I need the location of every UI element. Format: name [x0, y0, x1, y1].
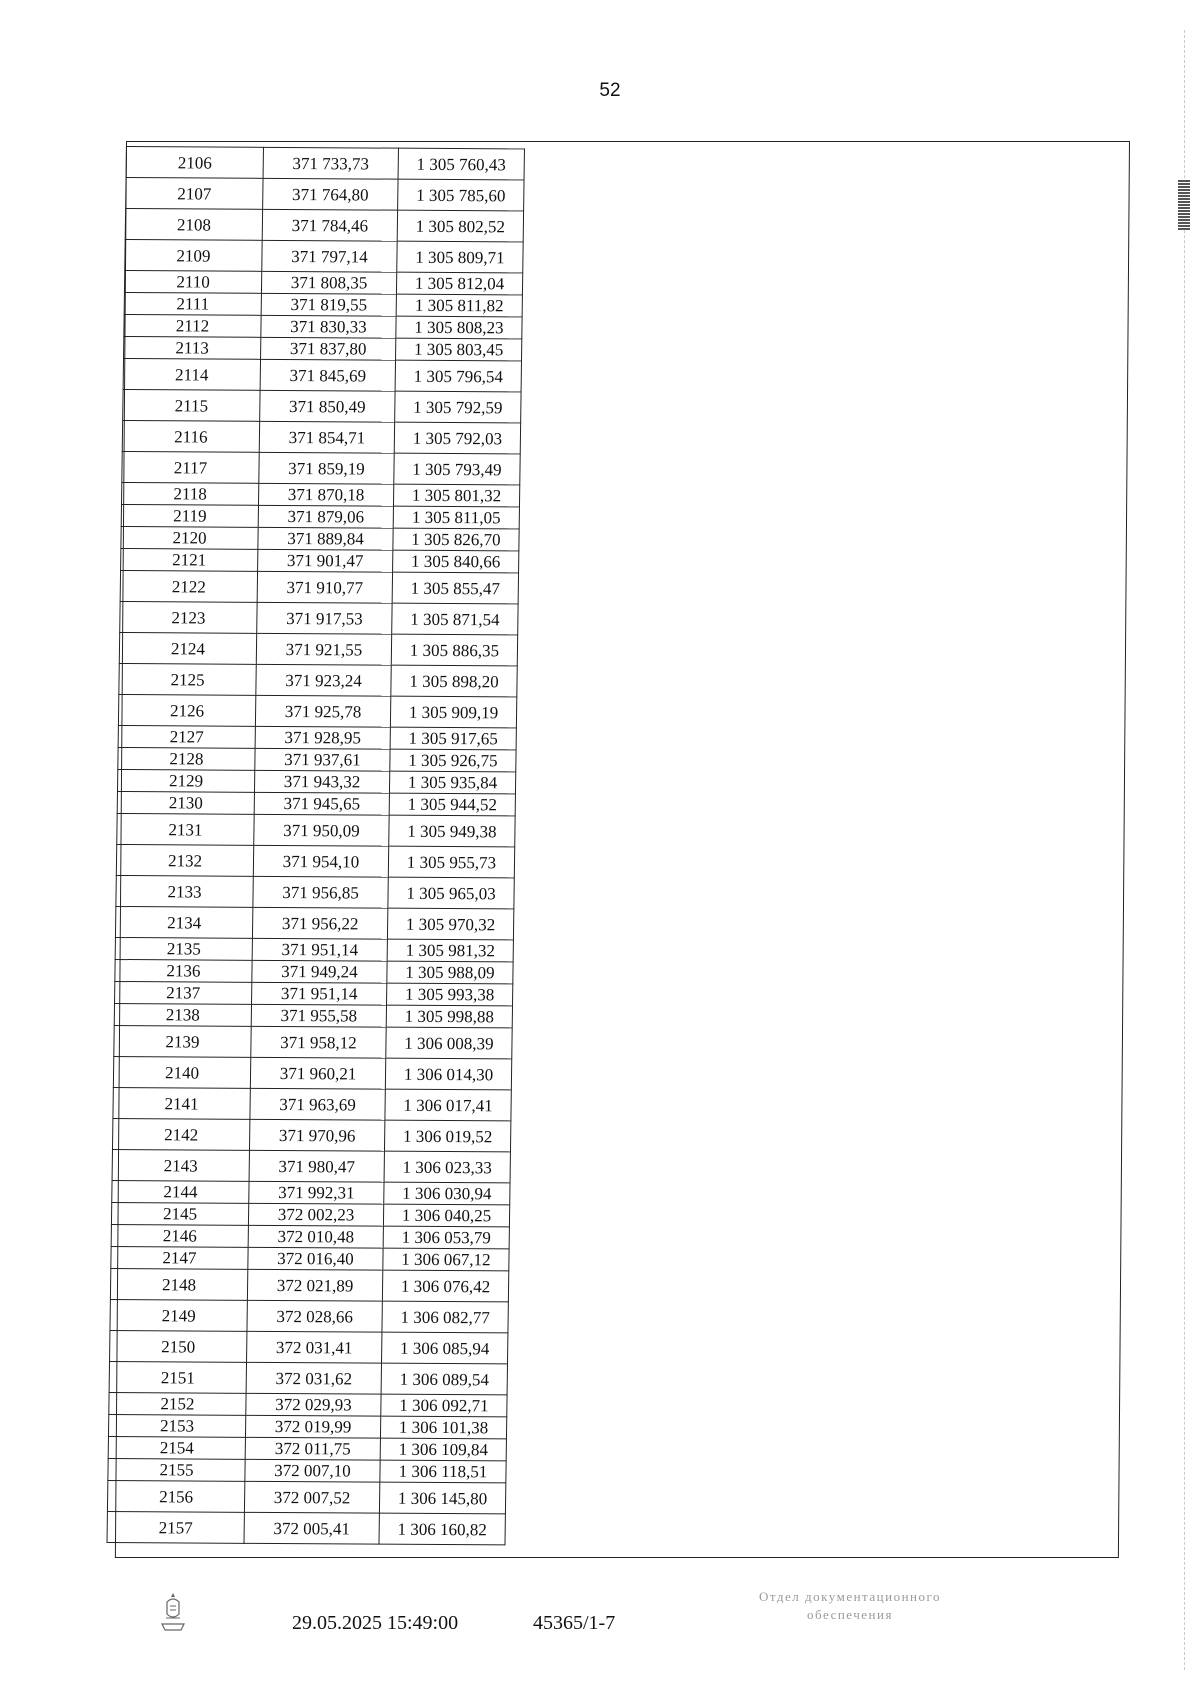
- x-coordinate-cell: 372 002,23: [248, 1203, 383, 1226]
- table-row: [118, 694, 516, 727]
- x-coordinate-cell: 372 019,99: [245, 1415, 380, 1438]
- point-number-cell: 2145: [111, 1202, 248, 1225]
- point-number-cell: 2120: [121, 526, 258, 549]
- y-coordinate-cell: 1 305 988,09: [387, 961, 513, 984]
- point-number-cell: 2157: [107, 1511, 244, 1543]
- y-coordinate-cell: 1 305 803,45: [396, 338, 522, 361]
- x-coordinate-cell: 372 021,89: [247, 1269, 382, 1301]
- point-number-cell: 2113: [124, 336, 261, 359]
- x-coordinate-cell: 371 925,78: [255, 695, 390, 727]
- y-coordinate-cell: 1 306 145,80: [379, 1482, 505, 1514]
- y-coordinate-cell: 1 306 030,94: [384, 1182, 510, 1205]
- point-number-cell: 2123: [120, 601, 257, 633]
- point-number-cell: 2151: [109, 1361, 246, 1393]
- y-coordinate-cell: 1 305 802,52: [397, 210, 523, 242]
- y-coordinate-cell: 1 305 909,19: [390, 696, 516, 728]
- y-coordinate-cell: 1 305 917,65: [390, 727, 516, 750]
- y-coordinate-cell: 1 305 811,05: [393, 506, 519, 529]
- y-coordinate-cell: 1 305 944,52: [389, 793, 515, 816]
- coordinates-table: [106, 146, 524, 1545]
- x-coordinate-cell: 371 980,47: [249, 1150, 384, 1182]
- x-coordinate-cell: 371 943,32: [254, 770, 389, 793]
- point-number-cell: 2132: [116, 844, 253, 876]
- table-row: [109, 1392, 507, 1416]
- table-row: [116, 875, 514, 908]
- point-number-cell: 2129: [117, 769, 254, 792]
- x-coordinate-cell: 371 797,14: [262, 240, 397, 272]
- table-row: [110, 1268, 508, 1301]
- y-coordinate-cell: 1 305 855,47: [392, 572, 518, 604]
- point-number-cell: 2112: [124, 314, 261, 337]
- x-coordinate-cell: 371 850,49: [260, 390, 395, 422]
- table-row: [124, 293, 522, 317]
- x-coordinate-cell: 371 910,77: [257, 571, 392, 603]
- margin-dashed-line: [1184, 30, 1185, 1670]
- point-number-cell: 2153: [108, 1414, 245, 1437]
- table-row: [107, 1480, 505, 1513]
- point-number-cell: 2106: [126, 147, 263, 179]
- y-coordinate-cell: 1 306 076,42: [382, 1270, 508, 1302]
- x-coordinate-cell: 371 870,18: [258, 483, 393, 506]
- x-coordinate-cell: 372 016,40: [248, 1247, 383, 1270]
- x-coordinate-cell: 371 733,73: [263, 147, 398, 179]
- table-row: [108, 1458, 506, 1482]
- x-coordinate-cell: 371 970,96: [249, 1119, 384, 1151]
- y-coordinate-cell: 1 305 871,54: [392, 603, 518, 635]
- y-coordinate-cell: 1 305 826,70: [393, 528, 519, 551]
- table-row: [121, 548, 519, 572]
- table-row: [110, 1330, 508, 1363]
- y-coordinate-cell: 1 305 785,60: [398, 179, 524, 211]
- footer-datetime: 29.05.2025 15:49:00: [292, 1612, 459, 1634]
- table-row: [114, 1003, 512, 1027]
- x-coordinate-cell: 371 955,58: [251, 1004, 386, 1027]
- x-coordinate-cell: 372 031,41: [247, 1331, 382, 1363]
- table-row: [110, 1299, 508, 1332]
- point-number-cell: 2143: [112, 1149, 249, 1181]
- x-coordinate-cell: 371 917,53: [257, 602, 392, 634]
- y-coordinate-cell: 1 305 760,43: [398, 148, 524, 180]
- point-number-cell: 2128: [118, 747, 255, 770]
- y-coordinate-cell: 1 305 949,38: [389, 815, 515, 847]
- y-coordinate-cell: 1 306 053,79: [383, 1226, 509, 1249]
- x-coordinate-cell: 371 921,55: [256, 633, 391, 665]
- table-row: [117, 813, 515, 846]
- table-row: [124, 336, 522, 360]
- point-number-cell: 2144: [112, 1180, 249, 1203]
- point-number-cell: 2119: [121, 504, 258, 527]
- y-coordinate-cell: 1 306 092,71: [381, 1394, 507, 1417]
- y-coordinate-cell: 1 306 017,41: [385, 1089, 511, 1121]
- x-coordinate-cell: 371 901,47: [258, 549, 393, 572]
- y-coordinate-cell: 1 305 793,49: [394, 453, 520, 485]
- point-number-cell: 2146: [111, 1224, 248, 1247]
- point-number-cell: 2124: [119, 632, 256, 664]
- x-coordinate-cell: 371 951,14: [252, 938, 387, 961]
- y-coordinate-cell: 1 305 809,71: [397, 241, 523, 273]
- x-coordinate-cell: 371 830,33: [261, 315, 396, 338]
- table-row: [108, 1436, 506, 1460]
- point-number-cell: 2141: [113, 1087, 250, 1119]
- y-coordinate-cell: 1 305 811,82: [396, 294, 522, 317]
- y-coordinate-cell: 1 305 792,59: [395, 391, 521, 423]
- point-number-cell: 2148: [110, 1268, 247, 1300]
- x-coordinate-cell: 371 819,55: [261, 293, 396, 316]
- table-row: [112, 1149, 510, 1182]
- x-coordinate-cell: 371 937,61: [255, 748, 390, 771]
- table-row: [118, 747, 516, 771]
- page-number: 52: [599, 80, 621, 101]
- x-coordinate-cell: 371 879,06: [258, 505, 393, 528]
- y-coordinate-cell: 1 306 101,38: [380, 1416, 506, 1439]
- point-number-cell: 2107: [126, 178, 263, 210]
- y-coordinate-cell: 1 305 898,20: [391, 665, 517, 697]
- point-number-cell: 2110: [124, 271, 261, 294]
- table-row: [120, 601, 518, 634]
- x-coordinate-cell: 372 011,75: [245, 1437, 380, 1460]
- x-coordinate-cell: 371 845,69: [260, 359, 395, 391]
- table-row: [115, 959, 513, 983]
- x-coordinate-cell: 372 007,52: [244, 1481, 379, 1513]
- y-coordinate-cell: 1 305 840,66: [393, 550, 519, 573]
- point-number-cell: 2136: [115, 959, 252, 982]
- table-row: [112, 1118, 510, 1151]
- y-coordinate-cell: 1 305 926,75: [390, 749, 516, 772]
- emblem-logo-icon: [158, 1590, 188, 1634]
- point-number-cell: 2108: [125, 209, 262, 241]
- point-number-cell: 2125: [119, 663, 256, 695]
- y-coordinate-cell: 1 305 886,35: [391, 634, 517, 666]
- table-row: [117, 769, 515, 793]
- y-coordinate-cell: 1 306 023,33: [384, 1151, 510, 1183]
- point-number-cell: 2118: [121, 482, 258, 505]
- x-coordinate-cell: 371 784,46: [262, 209, 397, 241]
- y-coordinate-cell: 1 306 067,12: [383, 1248, 509, 1271]
- y-coordinate-cell: 1 305 993,38: [387, 983, 513, 1006]
- table-row: [111, 1224, 509, 1248]
- table-row: [119, 632, 517, 665]
- y-coordinate-cell: 1 305 970,32: [387, 908, 513, 940]
- point-number-cell: 2142: [112, 1118, 249, 1150]
- point-number-cell: 2115: [123, 389, 260, 421]
- x-coordinate-cell: 372 010,48: [248, 1225, 383, 1248]
- point-number-cell: 2116: [122, 420, 259, 452]
- point-number-cell: 2117: [122, 451, 259, 483]
- y-coordinate-cell: 1 305 955,73: [388, 846, 514, 878]
- x-coordinate-cell: 372 005,41: [244, 1512, 379, 1544]
- x-coordinate-cell: 371 837,80: [261, 337, 396, 360]
- x-coordinate-cell: 371 963,69: [250, 1088, 385, 1120]
- point-number-cell: 2122: [120, 570, 257, 602]
- point-number-cell: 2138: [114, 1003, 251, 1026]
- y-coordinate-cell: 1 305 965,03: [388, 877, 514, 909]
- point-number-cell: 2133: [116, 875, 253, 907]
- point-number-cell: 2155: [108, 1458, 245, 1481]
- table-row: [126, 147, 524, 180]
- table-row: [115, 906, 513, 939]
- point-number-cell: 2140: [113, 1056, 250, 1088]
- table-row: [111, 1202, 509, 1226]
- y-coordinate-cell: 1 306 118,51: [380, 1460, 506, 1483]
- table-row: [123, 389, 521, 422]
- y-coordinate-cell: 1 305 796,54: [395, 360, 521, 392]
- x-coordinate-cell: 371 859,19: [259, 452, 394, 484]
- x-coordinate-cell: 371 992,31: [249, 1181, 384, 1204]
- table-row: [121, 482, 519, 506]
- table-row: [126, 178, 524, 211]
- table-row: [124, 314, 522, 338]
- table-row: [124, 271, 522, 295]
- table-row: [118, 725, 516, 749]
- x-coordinate-cell: 371 950,09: [254, 814, 389, 846]
- point-number-cell: 2149: [110, 1299, 247, 1331]
- x-coordinate-cell: 371 923,24: [256, 664, 391, 696]
- point-number-cell: 2147: [111, 1246, 248, 1269]
- table-row: [113, 1056, 511, 1089]
- coordinates-table-body: [107, 147, 524, 1545]
- table-row: [122, 451, 520, 484]
- table-row: [107, 1511, 505, 1544]
- x-coordinate-cell: 371 960,21: [250, 1057, 385, 1089]
- point-number-cell: 2154: [108, 1436, 245, 1459]
- x-coordinate-cell: 371 956,22: [252, 907, 387, 939]
- margin-barcode-mark: [1178, 180, 1190, 230]
- stamp-line-2: обеспечения: [807, 1606, 893, 1622]
- x-coordinate-cell: 371 808,35: [261, 271, 396, 294]
- x-coordinate-cell: 372 031,62: [246, 1362, 381, 1394]
- point-number-cell: 2156: [107, 1480, 244, 1512]
- point-number-cell: 2130: [117, 791, 254, 814]
- point-number-cell: 2114: [123, 358, 260, 390]
- table-row: [119, 663, 517, 696]
- point-number-cell: 2126: [118, 694, 255, 726]
- table-row: [113, 1087, 511, 1120]
- point-number-cell: 2127: [118, 725, 255, 748]
- y-coordinate-cell: 1 305 792,03: [394, 422, 520, 454]
- x-coordinate-cell: 371 945,65: [254, 792, 389, 815]
- y-coordinate-cell: 1 306 082,77: [382, 1301, 508, 1333]
- table-row: [108, 1414, 506, 1438]
- y-coordinate-cell: 1 306 040,25: [383, 1204, 509, 1227]
- y-coordinate-cell: 1 306 008,39: [386, 1027, 512, 1059]
- x-coordinate-cell: 372 028,66: [247, 1300, 382, 1332]
- table-row: [125, 209, 523, 242]
- x-coordinate-cell: 371 956,85: [253, 876, 388, 908]
- point-number-cell: 2152: [109, 1392, 246, 1415]
- y-coordinate-cell: 1 306 089,54: [381, 1363, 507, 1395]
- stamp-line-1: Отдел документационного: [759, 1589, 941, 1604]
- y-coordinate-cell: 1 305 998,88: [386, 1005, 512, 1028]
- table-row: [122, 420, 520, 453]
- department-stamp: [700, 1588, 1000, 1623]
- x-coordinate-cell: 371 949,24: [252, 960, 387, 983]
- table-row: [115, 981, 513, 1005]
- y-coordinate-cell: 1 305 808,23: [396, 316, 522, 339]
- y-coordinate-cell: 1 305 812,04: [396, 272, 522, 295]
- y-coordinate-cell: 1 305 801,32: [393, 484, 519, 507]
- point-number-cell: 2139: [114, 1025, 251, 1057]
- footer-document-number: 45365/1-7: [533, 1612, 616, 1634]
- table-row: [123, 358, 521, 391]
- table-row: [120, 570, 518, 603]
- x-coordinate-cell: 371 951,14: [252, 982, 387, 1005]
- point-number-cell: 2135: [115, 937, 252, 960]
- table-row: [115, 937, 513, 961]
- table-row: [125, 240, 523, 273]
- table-row: [116, 844, 514, 877]
- y-coordinate-cell: 1 306 160,82: [379, 1513, 505, 1545]
- table-row: [121, 504, 519, 528]
- table-row: [112, 1180, 510, 1204]
- y-coordinate-cell: 1 306 019,52: [384, 1120, 510, 1152]
- y-coordinate-cell: 1 305 981,32: [387, 939, 513, 962]
- table-row: [117, 791, 515, 815]
- point-number-cell: 2150: [110, 1330, 247, 1362]
- y-coordinate-cell: 1 306 085,94: [382, 1332, 508, 1364]
- y-coordinate-cell: 1 306 109,84: [380, 1438, 506, 1461]
- point-number-cell: 2131: [117, 813, 254, 845]
- x-coordinate-cell: 371 764,80: [263, 178, 398, 210]
- point-number-cell: 2137: [115, 981, 252, 1004]
- table-row: [114, 1025, 512, 1058]
- x-coordinate-cell: 371 928,95: [255, 726, 390, 749]
- y-coordinate-cell: 1 305 935,84: [389, 771, 515, 794]
- scan-margin-marks: [1178, 0, 1192, 1695]
- x-coordinate-cell: 371 889,84: [258, 527, 393, 550]
- y-coordinate-cell: 1 306 014,30: [385, 1058, 511, 1090]
- point-number-cell: 2109: [125, 240, 262, 272]
- x-coordinate-cell: 371 854,71: [259, 421, 394, 453]
- point-number-cell: 2111: [124, 293, 261, 316]
- x-coordinate-cell: 371 958,12: [251, 1026, 386, 1058]
- table-row: [121, 526, 519, 550]
- point-number-cell: 2134: [115, 906, 252, 938]
- table-row: [109, 1361, 507, 1394]
- x-coordinate-cell: 371 954,10: [253, 845, 388, 877]
- point-number-cell: 2121: [121, 548, 258, 571]
- x-coordinate-cell: 372 007,10: [245, 1459, 380, 1482]
- table-row: [111, 1246, 509, 1270]
- x-coordinate-cell: 372 029,93: [246, 1393, 381, 1416]
